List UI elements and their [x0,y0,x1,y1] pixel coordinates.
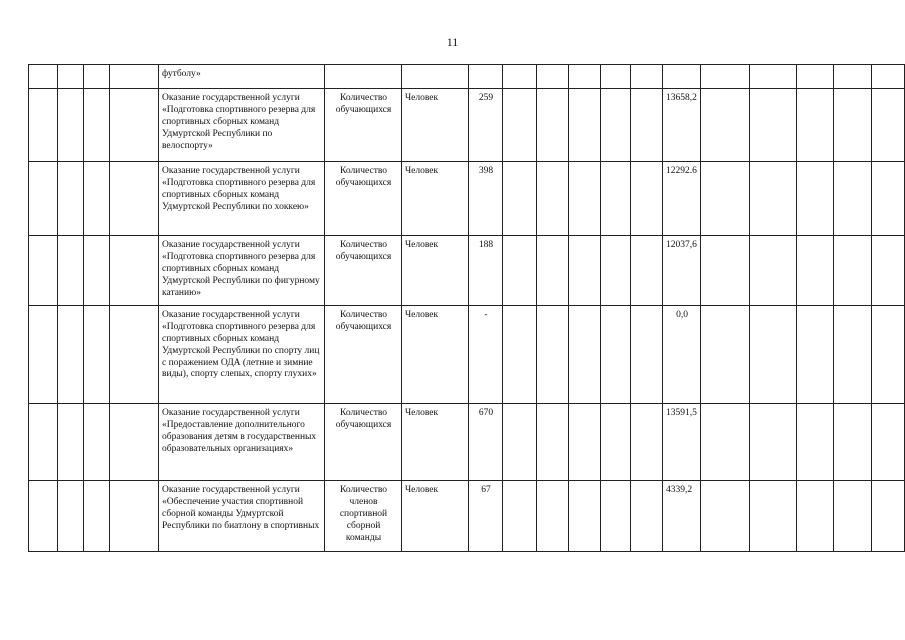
empty-cell [110,404,159,481]
unit-cell: Человек [402,162,469,236]
empty-cell [750,89,797,162]
empty-cell [701,306,750,404]
empty-cell [750,404,797,481]
empty-cell [537,481,569,552]
empty-cell [701,236,750,306]
table-row [29,65,905,89]
sum-cell: 12292.6 [663,162,701,236]
empty-cell [29,404,58,481]
service-cell: Оказание государственной услуги «Подготовка спортивного резерва для спортивных сборных команд Удмуртской Республики по хоккею» [159,162,325,236]
empty-cell [872,404,905,481]
empty-cell [631,89,663,162]
empty-cell [797,89,834,162]
indicator-cell: Количество членов спортивной сборной команды [325,481,402,552]
empty-cell [701,162,750,236]
unit-cell: Человек [402,236,469,306]
empty-cell [872,236,905,306]
empty-cell [750,306,797,404]
sum-cell: 12037,6 [663,236,701,306]
empty-cell [797,481,834,552]
empty-cell [701,89,750,162]
empty-cell [503,162,537,236]
empty-cell [58,236,84,306]
empty-cell [601,162,631,236]
unit-cell: Человек [402,481,469,552]
empty-cell [537,236,569,306]
empty-cell [537,306,569,404]
quantity-cell: 67 [469,481,503,552]
empty-cell [537,65,569,89]
indicator-cell: Количество обучающихся [325,306,402,404]
empty-cell [601,236,631,306]
sum-cell: 0,0 [663,306,701,404]
empty-cell [29,236,58,306]
quantity-cell: 259 [469,89,503,162]
table-row [29,89,905,162]
empty-cell [110,89,159,162]
sum-cell: 13591,5 [663,404,701,481]
empty-cell [569,162,601,236]
empty-cell [701,481,750,552]
unit-cell: Человек [402,89,469,162]
empty-cell [110,306,159,404]
empty-cell [58,481,84,552]
empty-cell [537,89,569,162]
empty-cell [569,481,601,552]
empty-cell [84,65,110,89]
page-number: 11 [446,35,459,49]
sum-cell: 13658,2 [663,89,701,162]
indicator-cell [325,65,402,89]
empty-cell [503,65,537,89]
empty-cell [834,236,872,306]
empty-cell [569,404,601,481]
empty-cell [537,404,569,481]
indicator-cell: Количество обучающихся [325,89,402,162]
quantity-cell: 398 [469,162,503,236]
empty-cell [84,236,110,306]
empty-cell [834,65,872,89]
indicator-cell: Количество обучающихся [325,404,402,481]
empty-cell [110,481,159,552]
empty-cell [110,236,159,306]
quantity-cell: 670 [469,404,503,481]
empty-cell [58,306,84,404]
empty-cell [631,162,663,236]
table-row [29,306,905,404]
empty-cell [631,236,663,306]
services-table [28,64,905,552]
empty-cell [750,481,797,552]
empty-cell [84,162,110,236]
empty-cell [797,306,834,404]
empty-cell [29,306,58,404]
quantity-cell [469,65,503,89]
empty-cell [58,65,84,89]
quantity-cell: - [469,306,503,404]
empty-cell [84,306,110,404]
empty-cell [797,236,834,306]
empty-cell [58,162,84,236]
empty-cell [750,236,797,306]
service-cell: Оказание государственной услуги «Обеспечение участия спортивной сборной команды Удмуртской Республики по биатлону в спортивных [159,481,325,552]
empty-cell [110,65,159,89]
empty-cell [601,65,631,89]
empty-cell [872,162,905,236]
empty-cell [569,306,601,404]
service-cell: Оказание государственной услуги «Подготовка спортивного резерва для спортивных сборных команд Удмуртской Республики по велоспорту» [159,89,325,162]
empty-cell [601,481,631,552]
empty-cell [872,89,905,162]
empty-cell [29,89,58,162]
empty-cell [872,306,905,404]
empty-cell [834,404,872,481]
empty-cell [631,481,663,552]
empty-cell [750,162,797,236]
empty-cell [701,65,750,89]
empty-cell [29,65,58,89]
service-cell: Оказание государственной услуги «Предоставление дополнительного образования детям в государственных образовательных организациях» [159,404,325,481]
empty-cell [84,481,110,552]
unit-cell [402,65,469,89]
empty-cell [84,89,110,162]
service-cell: Оказание государственной услуги «Подготовка спортивного резерва для спортивных сборных команд Удмуртской Республики по спорту лиц с поражением ОДА (летние и зимние виды), спорту слепых, спорту глухих» [159,306,325,404]
empty-cell [631,306,663,404]
empty-cell [797,162,834,236]
quantity-cell: 188 [469,236,503,306]
unit-cell: Человек [402,306,469,404]
empty-cell [631,404,663,481]
indicator-cell: Количество обучающихся [325,236,402,306]
table-row [29,236,905,306]
empty-cell [503,404,537,481]
unit-cell: Человек [402,404,469,481]
empty-cell [503,481,537,552]
empty-cell [631,65,663,89]
empty-cell [601,89,631,162]
empty-cell [110,162,159,236]
empty-cell [569,89,601,162]
empty-cell [601,404,631,481]
empty-cell [797,404,834,481]
table-row [29,404,905,481]
empty-cell [503,236,537,306]
service-cell: футболу» [159,65,325,89]
service-cell: Оказание государственной услуги «Подготовка спортивного резерва для спортивных сборных команд Удмуртской Республики по фигурному катанию» [159,236,325,306]
empty-cell [834,89,872,162]
empty-cell [750,65,797,89]
empty-cell [29,162,58,236]
sum-cell [663,65,701,89]
empty-cell [872,481,905,552]
empty-cell [84,404,110,481]
empty-cell [29,481,58,552]
empty-cell [834,162,872,236]
empty-cell [601,306,631,404]
empty-cell [537,162,569,236]
empty-cell [58,89,84,162]
empty-cell [701,404,750,481]
table-row [29,162,905,236]
empty-cell [834,481,872,552]
table-row [29,481,905,552]
empty-cell [569,236,601,306]
empty-cell [503,89,537,162]
empty-cell [872,65,905,89]
empty-cell [797,65,834,89]
indicator-cell: Количество обучающихся [325,162,402,236]
empty-cell [503,306,537,404]
empty-cell [569,65,601,89]
empty-cell [58,404,84,481]
empty-cell [834,306,872,404]
sum-cell: 4339,2 [663,481,701,552]
